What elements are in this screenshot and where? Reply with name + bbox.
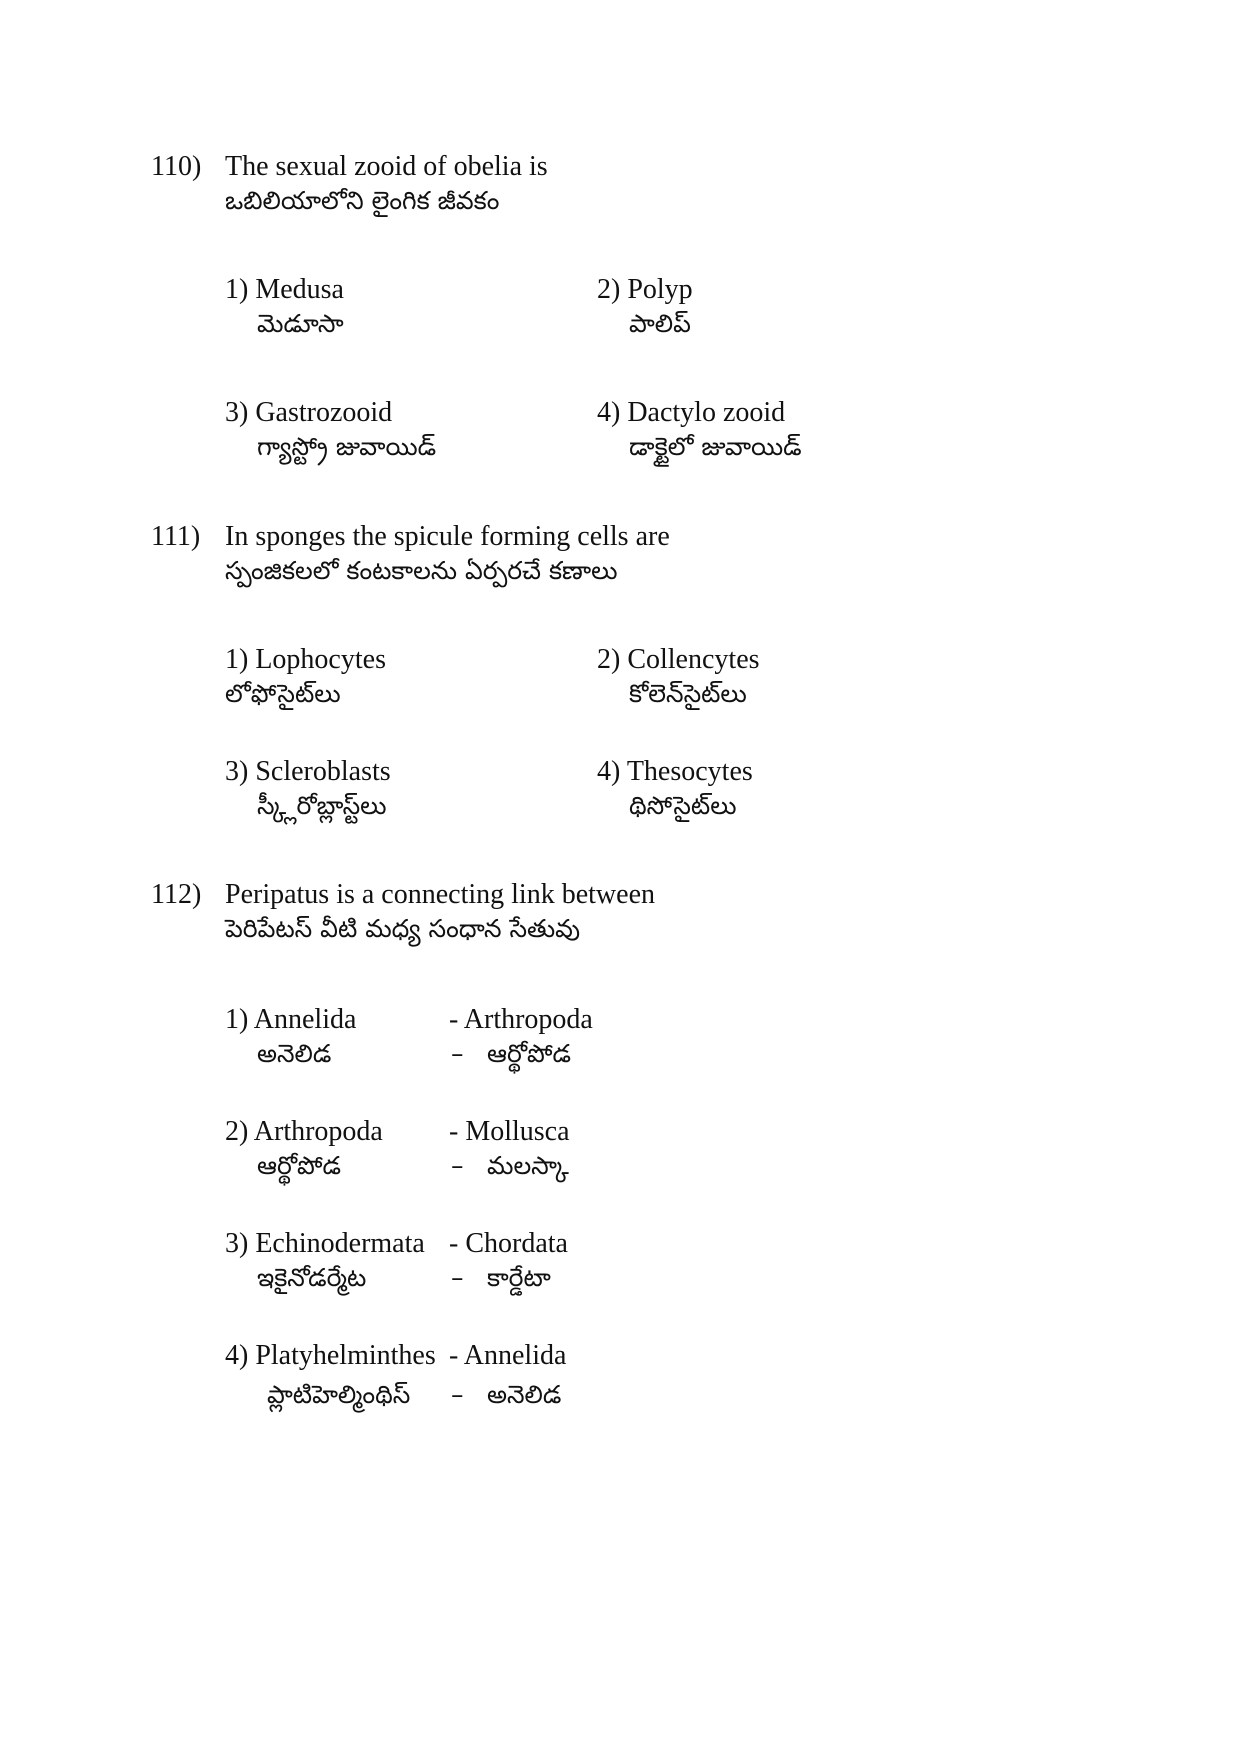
question-text-english: Peripatus is a connecting link between [225, 879, 655, 910]
option-telugu-left: అనెలిడ [257, 1039, 332, 1068]
option-telugu-dash: – [451, 1263, 464, 1292]
option-telugu: డాక్టైలో జువాయిడ్ [629, 432, 802, 461]
option-english[interactable]: 2) Collencytes [597, 644, 760, 675]
option-telugu-left: ఆర్థోపోడ [257, 1151, 341, 1180]
option-english[interactable]: 1) Medusa [225, 274, 344, 305]
option-telugu: లోఫోసైట్‌లు [225, 679, 341, 708]
option-english[interactable]: 4) Thesocytes [597, 756, 753, 787]
option-english-left[interactable]: 2) Arthropoda [225, 1116, 383, 1147]
question-number: 110) [151, 151, 202, 182]
question-text-telugu: స్పంజికలలో కంటకాలను ఏర్పరచే కణాలు [225, 556, 618, 585]
option-english[interactable]: 2) Polyp [597, 274, 693, 305]
option-english[interactable]: 1) Lophocytes [225, 644, 386, 675]
option-english-right: - Mollusca [449, 1116, 570, 1147]
option-english[interactable]: 3) Scleroblasts [225, 756, 391, 787]
option-english-right: - Chordata [449, 1228, 568, 1259]
option-telugu-dash: – [451, 1380, 464, 1409]
option-english-left[interactable]: 3) Echinodermata [225, 1228, 425, 1259]
option-english-left[interactable]: 4) Platyhelminthes [225, 1340, 436, 1371]
option-english-right: - Annelida [449, 1340, 567, 1371]
option-telugu-right: కార్డేటా [487, 1263, 551, 1292]
option-telugu: కోలెన్‌సైట్‌లు [629, 679, 747, 708]
question-number: 112) [151, 879, 202, 910]
option-telugu-left: ప్లాటిహెల్మింథిస్ [267, 1380, 411, 1409]
option-english[interactable]: 4) Dactylo zooid [597, 397, 786, 428]
option-telugu-dash: – [451, 1039, 464, 1068]
option-telugu-dash: – [451, 1151, 464, 1180]
option-telugu: స్క్లీరోబ్లాస్ట్‌లు [257, 791, 387, 820]
option-telugu-left: ఇకైనోడర్మేట [257, 1263, 367, 1292]
option-telugu: మెడూసా [257, 309, 344, 338]
option-telugu-right: మలస్కా [487, 1151, 569, 1180]
question-text-telugu: పెరిపేటస్ వీటి మధ్య సంధాన సేతువు [225, 914, 581, 943]
option-english-left[interactable]: 1) Annelida [225, 1004, 357, 1035]
option-telugu: పాలిప్ [629, 309, 691, 338]
option-telugu: థిసోసైట్‌లు [629, 791, 737, 820]
question-text-english: The sexual zooid of obelia is [225, 151, 548, 182]
option-telugu-right: అనెలిడ [487, 1380, 562, 1409]
option-telugu-right: ఆర్థోపోడ [487, 1039, 571, 1068]
question-text-english: In sponges the spicule forming cells are [225, 521, 670, 552]
option-english-right: - Arthropoda [449, 1004, 593, 1035]
option-english[interactable]: 3) Gastrozooid [225, 397, 393, 428]
question-text-telugu: ఒబిలియాలోని లైంగిక జీవకం [225, 186, 500, 215]
question-number: 111) [151, 521, 201, 552]
option-telugu: గ్యాస్ట్రో జువాయిడ్ [257, 432, 437, 461]
